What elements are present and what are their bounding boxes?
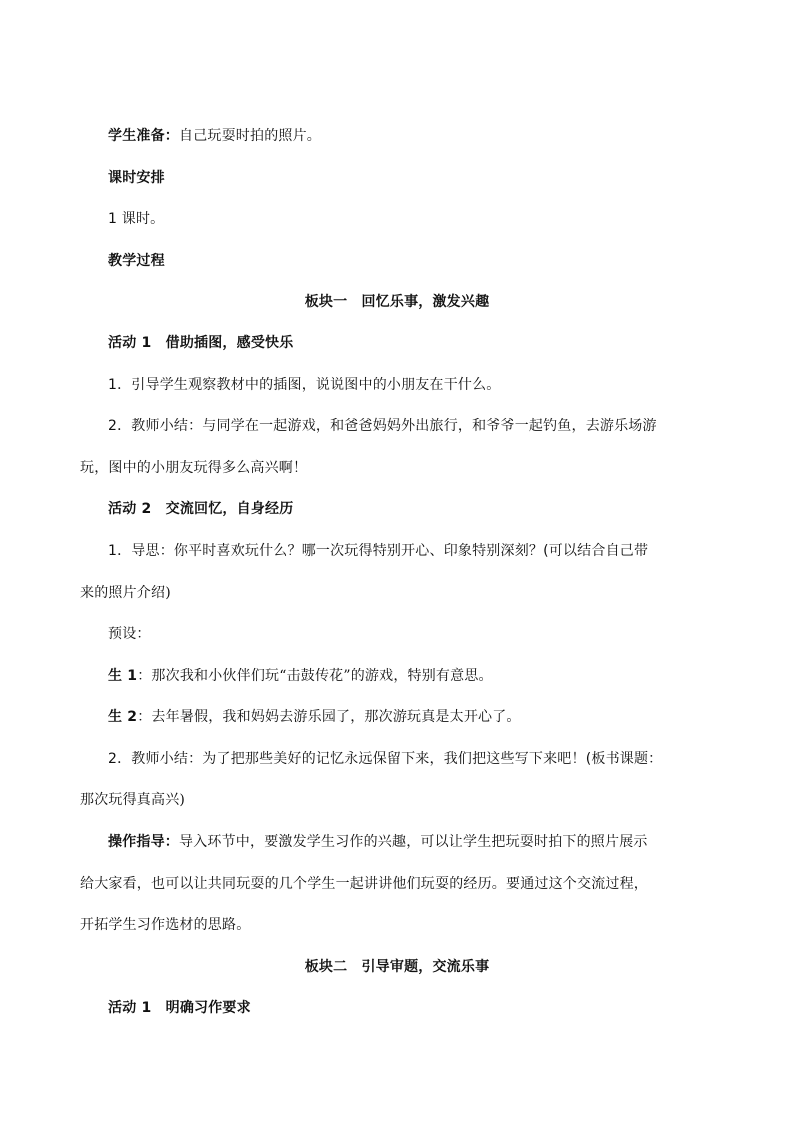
section1-activity2-item1-line2: 来的照片介绍): [80, 585, 171, 601]
section2-title: 板块二 引导审题，交流乐事: [304, 959, 490, 975]
section1-title: 板块一 回忆乐事，激发兴趣: [304, 294, 490, 310]
student-prep-label: 学生准备：: [108, 128, 179, 144]
operation-guide-label: 操作指导：: [108, 834, 179, 850]
section1-activity2-item2-line2: 那次玩得真高兴): [80, 792, 186, 808]
lesson-schedule-heading: 课时安排: [108, 170, 165, 186]
section1-activity1-item2-line2: 玩，图中的小朋友玩得多么高兴啊！: [80, 460, 308, 476]
section1-activity1-item2-line1: 2．教师小结：与同学在一起游戏，和爸爸妈妈外出旅行，和爷爷一起钓鱼，去游乐场游: [108, 418, 657, 434]
student-prep-line: [108, 126, 321, 146]
student2-label: 生 2: [108, 709, 138, 725]
operation-guide-line2: 给大家看，也可以让共同玩耍的几个学生一起讲讲他们玩耍的经历。要通过这个交流过程，: [80, 876, 648, 892]
section1-activity1-title: 活动 1 借助插图，感受快乐: [108, 335, 294, 351]
lesson-schedule-text: 1 课时。: [108, 211, 165, 227]
student2-text: ：去年暑假，我和妈妈去游乐园了，那次游玩真是太开心了。: [137, 709, 521, 725]
section1-activity1-item1: 1．引导学生观察教材中的插图，说说图中的小朋友在干什么。: [108, 377, 501, 393]
activity2-label: 活动 2 交流回忆，自身经历: [108, 501, 294, 517]
operation-guide-line3: 开拓学生习作选材的思路。: [80, 917, 251, 933]
student1-line: [108, 666, 493, 686]
section2-activity1-title: 活动 1 明确习作要求: [108, 1000, 251, 1016]
student1-label: 生 1: [108, 668, 138, 684]
section1-activity2-item1-line1: 1．导思：你平时喜欢玩什么？哪一次玩得特别开心、印象特别深刻？(可以结合自己带: [108, 543, 649, 559]
student2-line: [108, 707, 521, 727]
section1-activity2-item2-line1: 2．教师小结：为了把那些美好的记忆永远保留下来，我们把这些写下来吧！(板书课题：: [108, 751, 663, 767]
student-prep-text: 自己玩耍时拍的照片。: [179, 128, 321, 144]
student1-text: ：那次我和小伙伴们玩“击鼓传花”的游戏，特别有意思。: [137, 668, 493, 684]
operation-guide-line1: [108, 832, 648, 852]
preset-label: 预设：: [108, 626, 151, 642]
teaching-process-heading: 教学过程: [108, 253, 165, 269]
section1-activity2-title: [108, 499, 293, 519]
operation-guide-text1: 导入环节中，要激发学生习作的兴趣，可以让学生把玩耍时拍下的照片展示: [179, 834, 648, 850]
